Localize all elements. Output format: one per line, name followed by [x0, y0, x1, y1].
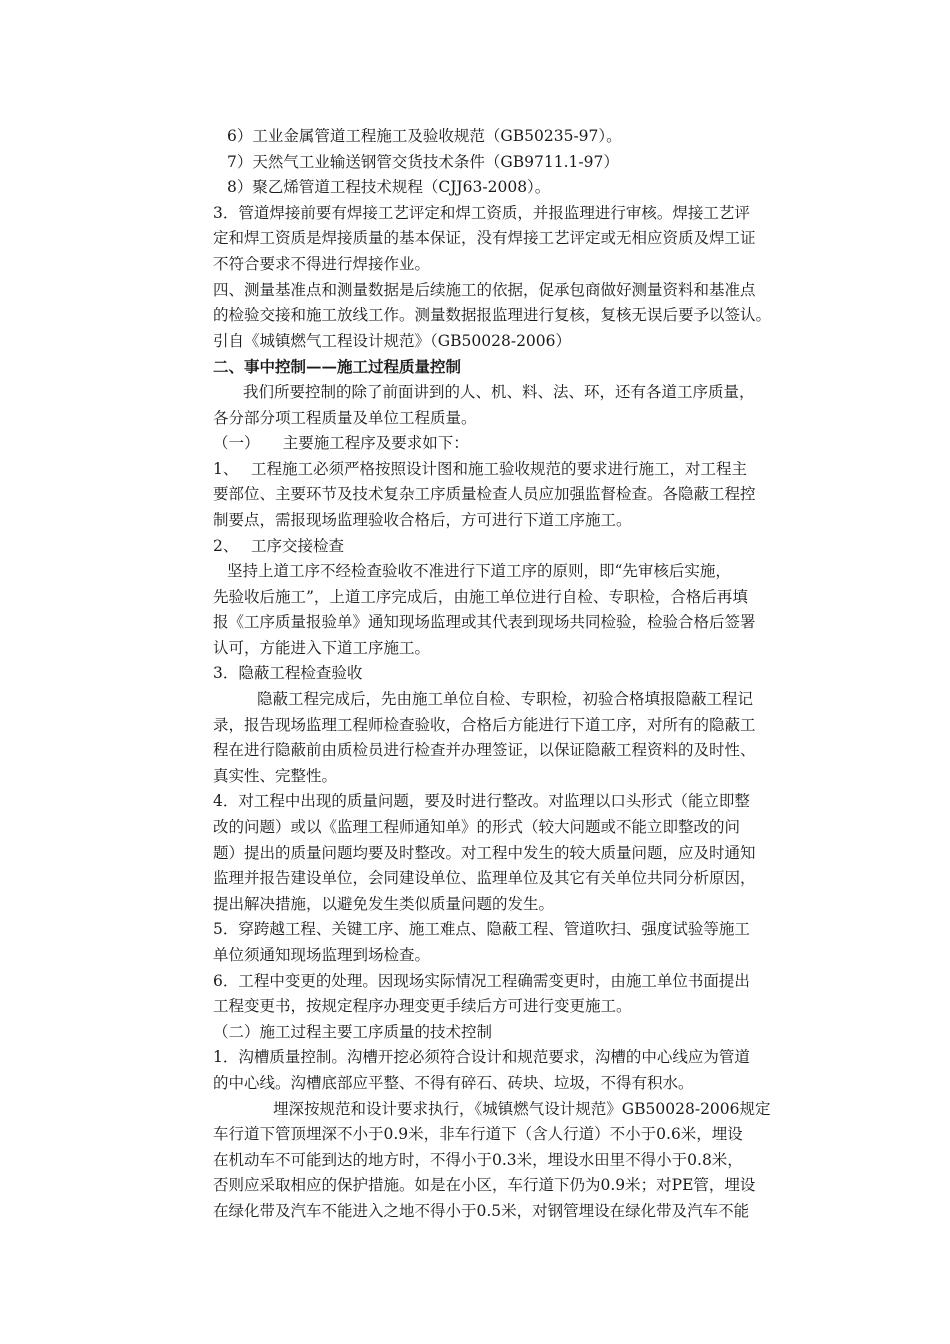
- text-line: 监理并报告建设单位，会同建设单位、监理单位及其它有关单位共同分析原因，: [213, 869, 756, 888]
- text-line: 6．工程中变更的处理。因现场实际情况工程确需变更时，由施工单位书面提出: [213, 971, 750, 990]
- text-line: 车行道下管顶埋深不小于0.9米，非车行道下（含人行道）不小于0.6米，埋设: [213, 1125, 743, 1144]
- text-line: 4．对工程中出现的质量问题，要及时进行整改。对监理以口头形式（能立即整: [213, 792, 750, 811]
- text-line: 题）提出的质量问题均要及时整改。对工程中发生的较大质量问题，应及时通知: [213, 843, 756, 862]
- text-line: 埋深按规范和设计要求执行，《城镇燃气设计规范》GB50028-2006规定: [273, 1099, 771, 1118]
- text-line: 制要点，需报现场监理验收合格后，方可进行下道工序施工。: [213, 510, 632, 529]
- text-line: 1．沟槽质量控制。沟槽开挖必须符合设计和规范要求，沟槽的中心线应为管道: [213, 1048, 750, 1067]
- text-line: 3．管道焊接前要有焊接工艺评定和焊工资质，并报监理进行审核。焊接工艺评: [213, 203, 750, 222]
- text-line: 在绿化带及汽车不能进入之地不得小于0.5米，对钢管埋设在绿化带及汽车不能: [213, 1201, 750, 1220]
- text-line: 提出解决措施，以避免发生类似质量问题的发生。: [213, 894, 555, 913]
- text-line: 工程变更书，按规定程序办理变更手续后方可进行变更施工。: [213, 997, 632, 1016]
- text-line: 1、 工程施工必须严格按照设计图和施工验收规范的要求进行施工，对工程主: [213, 459, 748, 478]
- text-line: （二）施工过程主要工序质量的技术控制: [213, 1022, 493, 1041]
- text-line: 6）工业金属管道工程施工及验收规范（GB50235-97）。: [227, 127, 622, 145]
- text-line: 录，报告现场监理工程师检查验收，合格后方能进行下道工序，对所有的隐蔽工: [213, 715, 756, 734]
- text-line: 定和焊工资质是焊接质量的基本保证，没有焊接工艺评定或无相应资质及焊工证: [213, 229, 756, 248]
- text-line: 我们所要控制的除了前面讲到的人、机、料、法、环，还有各道工序质量，: [243, 382, 755, 401]
- text-line: 否则应采取相应的保护措施。如是在小区，车行道下仍为0.9米；对PE管，埋设: [213, 1176, 756, 1195]
- section-heading: 二、事中控制——施工过程质量控制: [213, 357, 462, 377]
- text-line: 不符合要求不得进行焊接作业。: [213, 254, 431, 273]
- text-line: 认可，方能进入下道工序施工。: [213, 638, 431, 657]
- text-line: 3．隐蔽工程检查验收: [213, 664, 363, 683]
- text-line: 要部位、主要环节及技术复杂工序质量检查人员应加强监督检查。各隐蔽工程控: [213, 485, 756, 504]
- text-line: 各分部分项工程质量及单位工程质量。: [213, 408, 477, 427]
- text-line: 5．穿跨越工程、关键工序、施工难点、隐蔽工程、管道吹扫、强度试验等施工: [213, 920, 750, 939]
- text-line: 真实性、完整性。: [213, 766, 338, 785]
- text-line: 改的问题）或以《监理工程师通知单》的形式（较大问题或不能立即整改的问: [213, 818, 741, 837]
- text-line: 单位须通知现场监理到场检查。: [213, 946, 431, 964]
- document-page: [213, 124, 813, 1225]
- text-line: 2、 工序交接检查: [213, 536, 345, 555]
- text-line: 8）聚乙烯管道工程技术规程（CJJ63-2008）。: [227, 178, 551, 197]
- text-line: 引自《城镇燃气工程设计规范》（GB50028-2006）: [213, 331, 572, 350]
- text-line: 程在进行隐蔽前由质检员进行检查并办理签证，以保证隐蔽工程资料的及时性、: [213, 741, 756, 760]
- text-line: 报《工序质量报验单》通知现场监理或其代表到现场共同检验，检验合格后签署: [213, 613, 756, 632]
- text-line: 四、测量基准点和测量数据是后续施工的依据，促承包商做好测量资料和基准点: [213, 280, 756, 299]
- text-line: 隐蔽工程完成后，先由施工单位自检、专职检，初验合格填报隐蔽工程记: [257, 690, 754, 709]
- text-line: （一） 主要施工程序及要求如下：: [213, 434, 469, 453]
- text-line: 先验收后施工”，上道工序完成后，由施工单位进行自检、专职检，合格后再填: [213, 587, 748, 606]
- text-line: 的中心线。沟槽底部应平整、不得有碎石、砖块、垃圾，不得有积水。: [213, 1073, 694, 1092]
- text-line: 的检验交接和施工放线工作。测量数据报监理进行复核，复核无误后要予以签认。: [213, 306, 772, 325]
- text-line: 在机动车不可能到达的地方时，不得小于0.3米，埋设水田里不得小于0.8米，: [213, 1150, 743, 1169]
- text-line: 坚持上道工序不经检查验收不准进行下道工序的原则，即“先审核后实施，: [227, 562, 731, 581]
- text-line: 7）天然气工业输送钢管交货技术条件（GB9711.1-97）: [227, 152, 619, 171]
